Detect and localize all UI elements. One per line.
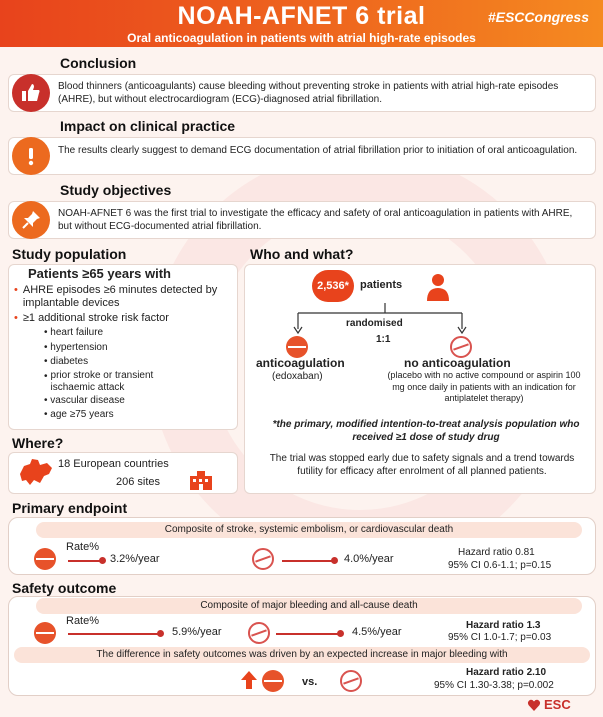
population-heading: Patients ≥65 years with bbox=[28, 266, 171, 281]
page-title: NOAH-AFNET 6 trial bbox=[177, 2, 426, 30]
edoxaban-pill-icon bbox=[34, 622, 56, 644]
patient-count: 2,536* bbox=[312, 270, 354, 302]
pushpin-icon bbox=[12, 201, 50, 239]
safety-rate1: 5.9%/year bbox=[172, 626, 222, 638]
edoxaban-pill-icon bbox=[34, 548, 56, 570]
arm1-title: anticoagulation bbox=[256, 356, 345, 370]
thumbs-up-icon bbox=[12, 74, 50, 112]
placebo-pill-icon bbox=[252, 548, 274, 570]
safety-rate2-bar bbox=[276, 633, 340, 635]
safety-title: Safety outcome bbox=[12, 580, 117, 596]
esc-logo-text: ESC bbox=[544, 697, 571, 712]
sites-count: 206 sites bbox=[116, 476, 161, 488]
primary-rate-label: Rate% bbox=[66, 541, 100, 553]
vs-label: vs. bbox=[302, 676, 318, 688]
who-title: Who and what? bbox=[250, 246, 354, 262]
europe-map-icon bbox=[14, 456, 58, 493]
impact-text: The results clearly suggest to demand ECG documentation of atrial fibrillation prior to initiation of oral anticoagulation. bbox=[58, 145, 578, 156]
list-item: • prior stroke or transient ischaemic attack bbox=[44, 369, 154, 393]
safety-rate-label: Rate% bbox=[66, 615, 100, 627]
arm1-sub: (edoxaban) bbox=[272, 371, 323, 382]
objectives-text: NOAH-AFNET 6 was the first trial to investigate the efficacy and safety of oral anticoagulation in patients with AHRE, but without ECG-documented atrial fibrillation. bbox=[58, 208, 573, 232]
conclusion-text: Blood thinners (anticoagulants) cause bleeding without preventing stroke in patients with atrial high-rate episodes (AHRE), but without electrocardiogram (ECG)-diagnosed atrial fibrillation. bbox=[58, 81, 559, 105]
heart-icon bbox=[527, 698, 541, 712]
primary-rate1-bar bbox=[68, 560, 102, 562]
list-item: • age ≥75 years bbox=[44, 409, 114, 420]
safety-composite: Composite of major bleeding and all-cause death bbox=[36, 598, 582, 614]
arm2-sub: (placebo with no active compound or aspirin 100 mg once daily in patients with an indication for antiplatelet therapy) bbox=[387, 370, 581, 403]
placebo-pill-icon bbox=[340, 670, 362, 692]
safety-hazard-ratio: Hazard ratio 1.3 bbox=[466, 620, 541, 631]
population-footnote: *the primary, modified intention-to-treat analysis population who received ≥1 dose of study drug bbox=[272, 419, 580, 443]
patients-label: patients bbox=[360, 279, 403, 291]
building-icon bbox=[188, 470, 214, 495]
list-item: • vascular disease bbox=[44, 394, 125, 406]
primary-rate2-bar bbox=[282, 560, 334, 562]
conclusion-title: Conclusion bbox=[60, 55, 137, 71]
list-item: • hypertension bbox=[44, 341, 108, 353]
edoxaban-pill-icon bbox=[286, 336, 308, 358]
page-subtitle: Oral anticoagulation in patients with atrial high-rate episodes bbox=[127, 31, 476, 45]
hashtag: #ESCCongress bbox=[487, 9, 589, 25]
placebo-pill-icon bbox=[450, 336, 472, 358]
risk-factor-list bbox=[44, 326, 236, 423]
person-icon bbox=[425, 272, 451, 307]
primary-rate2: 4.0%/year bbox=[344, 553, 394, 565]
population-title: Study population bbox=[12, 246, 127, 262]
list-item: • diabetes bbox=[44, 356, 89, 367]
primary-hazard-ratio: Hazard ratio 0.81 bbox=[458, 547, 535, 558]
arrow-up-icon bbox=[240, 670, 258, 695]
population-item-2: • ≥1 additional stroke risk factor bbox=[14, 312, 169, 324]
primary-composite: Composite of stroke, systemic embolism, or cardiovascular death bbox=[36, 522, 582, 538]
objectives-title: Study objectives bbox=[60, 182, 172, 198]
countries-count: 18 European countries bbox=[58, 458, 169, 470]
edoxaban-pill-icon bbox=[262, 670, 284, 692]
esc-logo bbox=[527, 697, 571, 712]
population-list bbox=[14, 284, 236, 423]
safety-ci: 95% CI 1.0-1.7; p=0.03 bbox=[448, 632, 552, 643]
bleeding-hazard-ratio: Hazard ratio 2.10 bbox=[466, 667, 547, 678]
ratio-label: 1:1 bbox=[376, 334, 391, 345]
safety-rate1-bar bbox=[68, 633, 160, 635]
exclamation-icon bbox=[12, 137, 50, 175]
arm2-title: no anticoagulation bbox=[404, 356, 511, 370]
randomised-label: randomised bbox=[346, 318, 403, 329]
list-item: • heart failure bbox=[44, 327, 104, 338]
primary-ci: 95% CI 0.6-1.1; p=0.15 bbox=[448, 560, 552, 571]
safety-difference: The difference in safety outcomes was driven by an expected increase in major bleeding with bbox=[14, 647, 590, 663]
bleeding-ci: 95% CI 1.30-3.38; p=0.002 bbox=[434, 680, 554, 691]
primary-rate1: 3.2%/year bbox=[110, 553, 160, 565]
population-item-1: • AHRE episodes ≥6 minutes detected by implantable devices bbox=[14, 284, 218, 309]
impact-title: Impact on clinical practice bbox=[60, 118, 236, 134]
primary-title: Primary endpoint bbox=[12, 500, 128, 516]
where-title: Where? bbox=[12, 435, 64, 451]
trial-stop-note: The trial was stopped early due to safety signals and a trend towards futility for efficacy after enrolment of all planned patients. bbox=[269, 453, 575, 477]
placebo-pill-icon bbox=[248, 622, 270, 644]
header-banner bbox=[0, 0, 603, 47]
safety-rate2: 4.5%/year bbox=[352, 626, 402, 638]
